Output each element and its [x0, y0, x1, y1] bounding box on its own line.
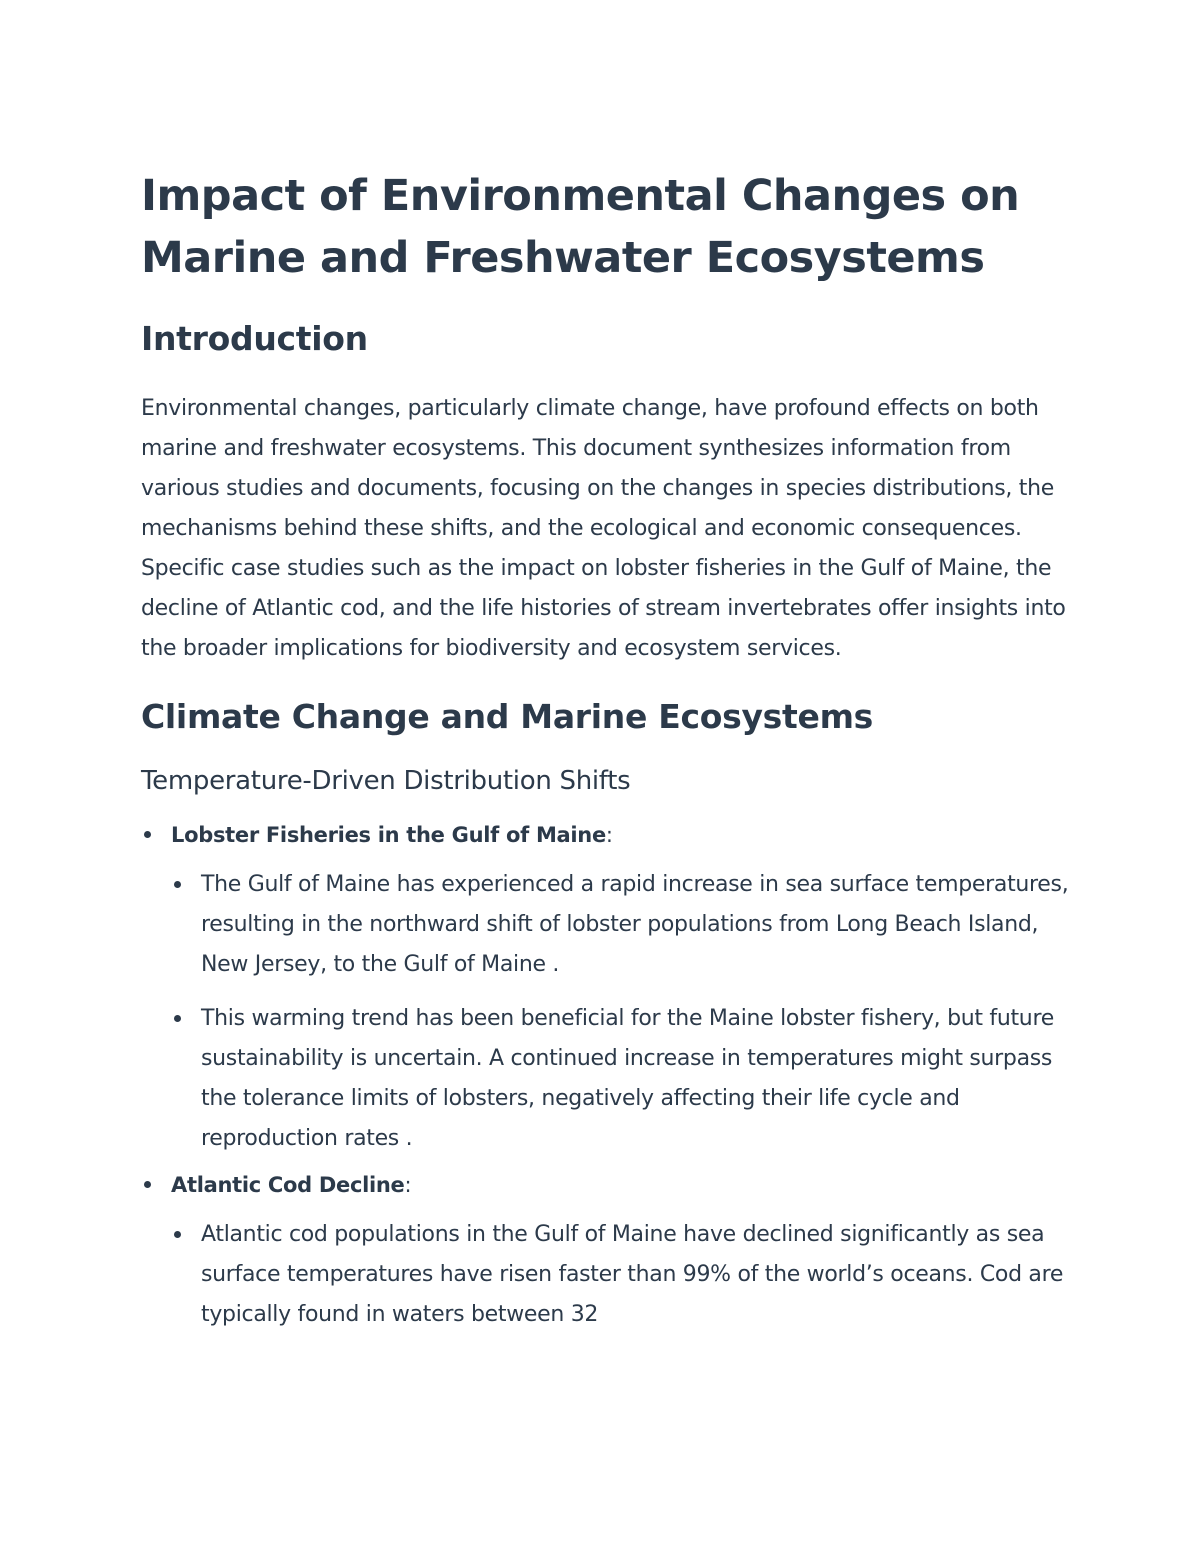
list-item-label: Atlantic Cod Decline — [171, 1173, 405, 1197]
document-title: Impact of Environmental Changes on Marine and Freshwater Ecosystems — [141, 171, 1020, 283]
section-subheading: Temperature-Driven Distribution Shifts — [141, 766, 631, 796]
list-item-label: Lobster Fisheries in the Gulf of Maine — [171, 823, 606, 847]
sub-list-item-text: The Gulf of Maine has experienced a rapid increase in sea surface temperatures, resulting in the northward shift of lobster populations from Long Beach Island, New Jersey, to the Gulf of Maine . — [201, 872, 1069, 977]
list-item-suffix: : — [404, 1173, 412, 1197]
sub-list — [171, 1215, 1070, 1335]
bullet-icon — [174, 881, 181, 888]
sub-list-item — [171, 1215, 1070, 1335]
case-study-list — [141, 815, 1070, 1335]
intro-paragraph: Environmental changes, particularly climate change, have profound effects on both marine and freshwater ecosystems. This document synthesizes information from various studies and documents, focusing on the changes in species distributions, the mechanisms behind these shifts, and the ecological and economic consequences. Specific case studies such as the impact on lobster fisheries in the Gulf of Maine, the decline of Atlantic cod, and the life histories of stream invertebrates offer insights into the broader implications for biodiversity and ecosystem services. — [141, 396, 1066, 661]
section-heading: Climate Change and Marine Ecosystems — [141, 697, 873, 736]
list-item-lobster — [141, 815, 1070, 1159]
sub-list — [171, 865, 1070, 1159]
list-item-suffix: : — [605, 823, 613, 847]
sub-list-item-text: Atlantic cod populations in the Gulf of Maine have declined significantly as sea surface temperatures have risen faster than 99% of the world’s oceans. Cod are typically found in waters between 32 — [201, 1222, 1064, 1327]
bullet-icon — [144, 831, 151, 838]
list-item-cod — [141, 1165, 1070, 1335]
bullet-icon — [174, 1015, 181, 1022]
bullet-icon — [144, 1181, 151, 1188]
sub-list-item — [171, 865, 1070, 985]
sub-list-item-text: This warming trend has been beneficial for the Maine lobster fishery, but future sustainability is uncertain. A continued increase in temperatures might surpass the tolerance limits of lobsters, negatively affecting their life cycle and reproduction rates . — [201, 1006, 1054, 1151]
sub-list-item — [171, 999, 1070, 1159]
intro-heading: Introduction — [141, 319, 368, 358]
bullet-icon — [174, 1231, 181, 1238]
